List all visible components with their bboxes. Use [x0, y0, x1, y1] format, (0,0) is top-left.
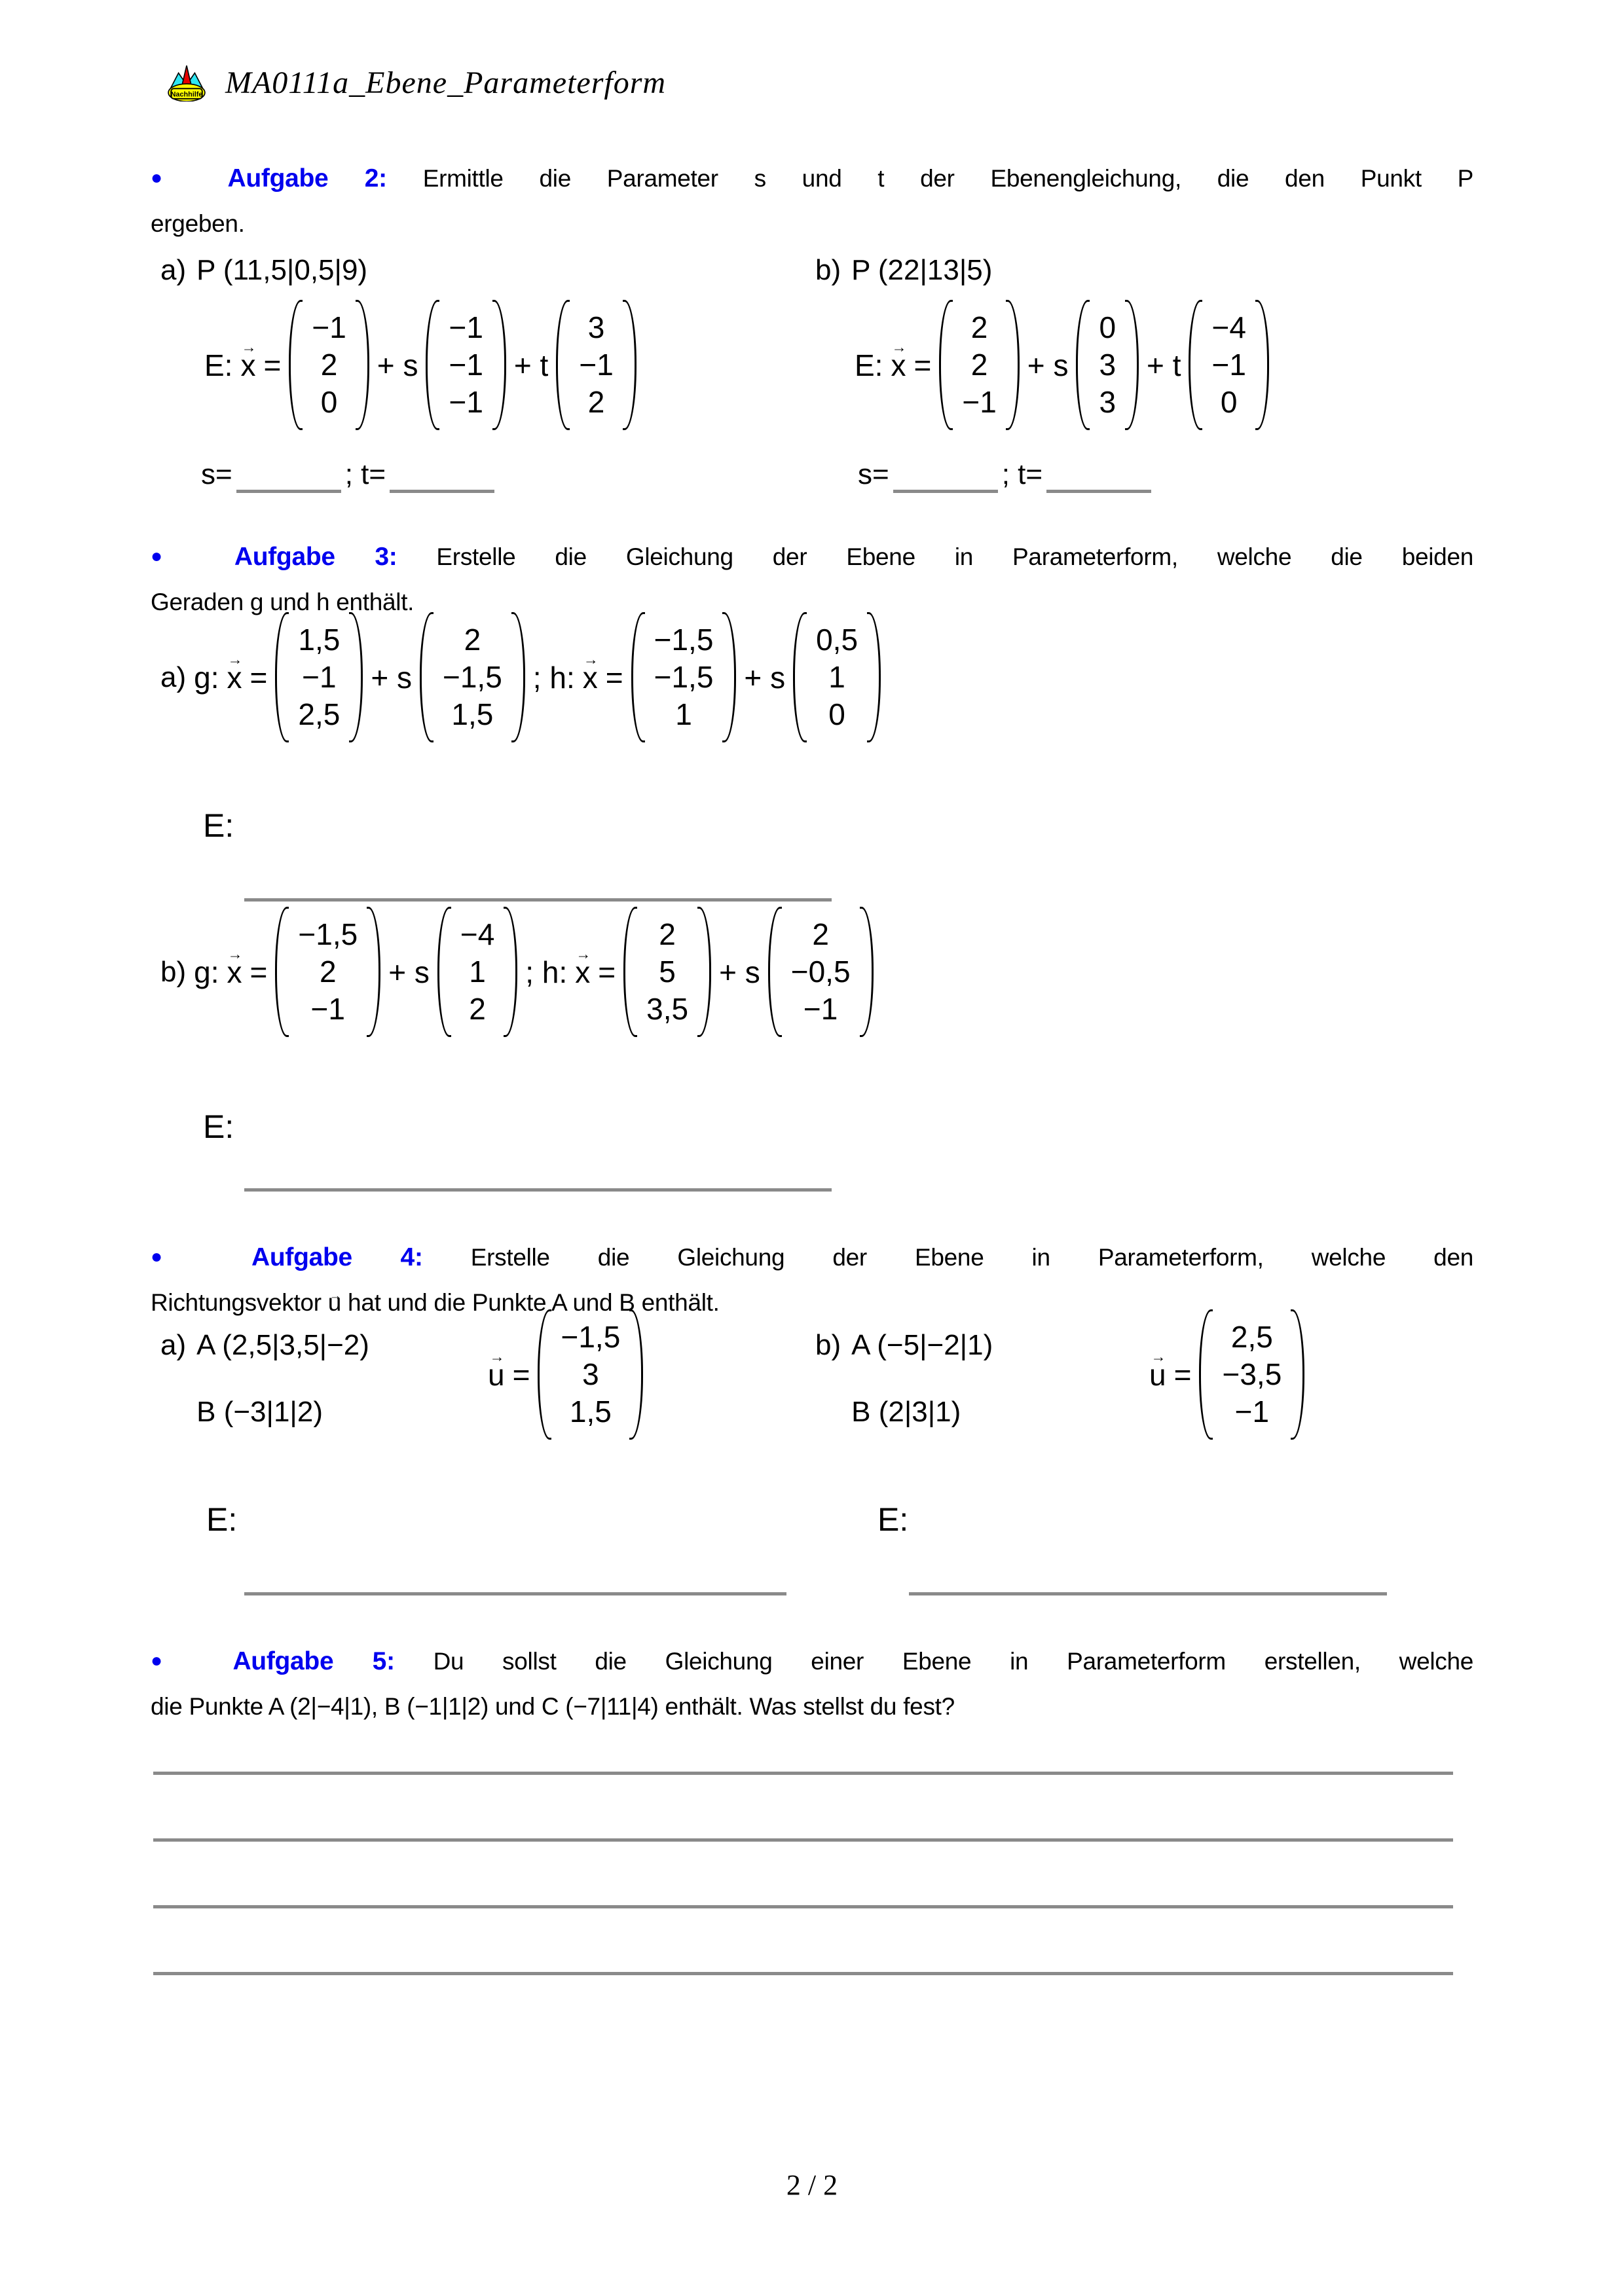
task2b-dir-t-vector: [1189, 300, 1268, 430]
task2-bullet: ●: [151, 167, 192, 189]
task3-text1: Erstelle die Gleichung der Ebene in Parameterform, welche die beiden: [436, 543, 1474, 570]
vector-component: −1: [310, 992, 345, 1026]
task2b-s-label: s=: [858, 458, 889, 490]
vector-component: −1,5: [298, 917, 358, 951]
right-paren: [349, 612, 363, 742]
task2a-vector-var: x →: [240, 348, 255, 383]
vector-component: 1,5: [298, 623, 341, 657]
vector-component: −1: [312, 310, 346, 344]
vector-component: 2: [320, 348, 338, 382]
task4-text2-post: hat und die Punkte A und B enthält.: [348, 1289, 720, 1316]
task3-heading: Aufgabe 3:: [234, 543, 397, 571]
task3b-plus-s: + s: [388, 955, 430, 989]
task2b-s-blank[interactable]: [893, 483, 998, 493]
task2b-t-label: ; t=: [1001, 458, 1043, 490]
vector-component: 1: [469, 955, 486, 989]
task2a-point-row: [160, 254, 367, 287]
left-paren: [437, 907, 451, 1037]
right-paren: [860, 907, 874, 1037]
task3a-plus-s: + s: [371, 660, 412, 695]
task4a-u-vector: [538, 1309, 643, 1440]
vector-component: 2,5: [298, 697, 341, 731]
task4-text1: Erstelle die Gleichung der Ebene in Parameterform, welche den: [470, 1244, 1474, 1271]
left-paren: [426, 300, 439, 430]
task3b-h-label: ; h:: [525, 955, 568, 989]
vector-component: 2,5: [1230, 1320, 1273, 1354]
task4a-u-vector-eq: [488, 1309, 651, 1440]
task3b-h-dir-vector: [768, 907, 874, 1037]
right-paren: [623, 300, 637, 430]
task4b-u-equals: =: [1173, 1357, 1192, 1392]
task5-answer-line-4[interactable]: [153, 1972, 1453, 1975]
task5-paragraph: [151, 1640, 1473, 1728]
task3-text-line2: Geraden g und h enthält.: [151, 589, 415, 615]
task3b-h-equals: =: [598, 955, 616, 989]
vector-component: −1: [1211, 348, 1246, 382]
task2a-label: a): [160, 254, 187, 286]
task4a-u-var: u →: [488, 1357, 505, 1393]
task4b-points: [815, 1329, 993, 1429]
task2b-dir-s-vector: [1076, 300, 1139, 430]
task3-paragraph: [151, 536, 1473, 624]
logo-label: Nachhilfe: [170, 90, 203, 99]
task4b-answer-line[interactable]: [909, 1592, 1387, 1595]
task3a-h-origin-vector: [631, 612, 737, 742]
task2b-vector-var: x →: [891, 348, 906, 383]
task3a-g-label: g:: [194, 660, 219, 695]
task2a-point: P (11,5|0,5|9): [196, 254, 368, 286]
right-paren: [356, 300, 369, 430]
left-paren: [939, 300, 953, 430]
left-paren: [1199, 1309, 1213, 1440]
task2a-s-label: s=: [201, 458, 232, 490]
task4-text2-u-var: u →: [328, 1281, 341, 1324]
task5-answer-line-2[interactable]: [153, 1838, 1453, 1842]
right-paren: [367, 907, 380, 1037]
task5-text-line2: die Punkte A (2|−4|1), B (−1|1|2) und C (−7|11|4) enthält. Was stellst du fest?: [151, 1693, 955, 1720]
task2a-dir-t-vector: [556, 300, 636, 430]
task4a-point-list: [196, 1329, 369, 1429]
vector-component: −1: [302, 660, 337, 694]
task3b-h-plus-s: + s: [719, 955, 760, 989]
task4b-u-var: u →: [1149, 1357, 1166, 1393]
vector-component: −1: [962, 385, 997, 419]
vector-component: 5: [659, 955, 676, 989]
vector-component: 3,5: [646, 992, 689, 1026]
task4b-point-b: B (2|3|1): [851, 1396, 961, 1428]
task2b-plus-s: + s: [1027, 348, 1069, 382]
task4-bullet: ●: [151, 1246, 204, 1267]
left-paren: [420, 612, 434, 742]
vector-component: 3: [1099, 385, 1116, 419]
left-paren: [1076, 300, 1090, 430]
nachhilfe-logo-icon: [166, 64, 207, 101]
task4b-label: b): [815, 1329, 841, 1361]
left-paren: [538, 1309, 551, 1440]
task3b-h-origin-vector: [623, 907, 711, 1037]
vector-component: 2: [812, 917, 829, 951]
task2b-answer-row: [858, 458, 1155, 493]
task4a-points: [160, 1329, 369, 1429]
task3b-e-label: E:: [203, 1108, 234, 1145]
task2-paragraph: [151, 157, 1473, 246]
vector-component: −1: [449, 348, 483, 382]
task3a-g-dir-vector: [420, 612, 525, 742]
task3b-label: b): [160, 955, 187, 988]
task3b-g-equals: =: [249, 955, 268, 989]
task2b-label: b): [815, 254, 841, 286]
task2a-dir-s-vector: [426, 300, 506, 430]
task3-text-line1: [151, 536, 1473, 581]
task2-heading: Aufgabe 2:: [227, 164, 387, 192]
task2b-plus-t: + t: [1147, 348, 1181, 382]
task2a-equation: [204, 300, 644, 430]
vector-component: 0: [320, 385, 338, 419]
task4-heading: Aufgabe 4:: [251, 1243, 423, 1271]
right-paren: [867, 612, 881, 742]
task3a-answer-line[interactable]: [244, 898, 832, 902]
vector-component: −3,5: [1222, 1357, 1282, 1391]
right-paren: [697, 907, 711, 1037]
left-paren: [768, 907, 782, 1037]
vector-component: 2: [970, 310, 988, 344]
right-paren: [504, 907, 517, 1037]
left-paren: [275, 612, 289, 742]
vector-component: −4: [460, 917, 495, 951]
right-paren: [629, 1309, 643, 1440]
task2b-plane-prefix: E:: [855, 348, 883, 382]
vector-component: 3: [1099, 348, 1116, 382]
vector-component: 0: [1220, 385, 1238, 419]
task5-answer-line-3[interactable]: [153, 1905, 1453, 1908]
right-paren: [1006, 300, 1020, 430]
task3b-g-label: g:: [194, 955, 219, 989]
page-header: [166, 64, 666, 101]
task2a-equals: =: [263, 348, 282, 382]
task2a-plus-t: + t: [513, 348, 549, 382]
task3a-g-vector-var: x →: [227, 660, 242, 695]
right-paren: [492, 300, 506, 430]
task3a-g-origin-vector: [275, 612, 363, 742]
vector-component: −1: [1234, 1394, 1270, 1429]
task3a-equation: [160, 612, 889, 742]
task2b-equation: [855, 300, 1277, 430]
task2a-plane-prefix: E:: [204, 348, 233, 382]
task2a-answer-row: [201, 458, 498, 493]
vector-component: 1: [828, 660, 845, 694]
task3a-label: a): [160, 661, 187, 693]
left-paren: [275, 907, 289, 1037]
left-paren: [623, 907, 637, 1037]
vector-component: 0: [1099, 310, 1116, 344]
task4a-answer-line[interactable]: [244, 1592, 786, 1595]
vector-component: 1: [675, 697, 692, 731]
vector-component: 0: [828, 697, 845, 731]
task4-text-line1: [151, 1236, 1473, 1281]
task2a-t-label: ; t=: [344, 458, 386, 490]
task4a-point-a: A (2,5|3,5|−2): [196, 1329, 369, 1361]
vector-component: 2: [464, 623, 481, 657]
vector-component: 2: [469, 992, 486, 1026]
task4b-u-vector-eq: [1149, 1309, 1312, 1440]
task4b-e-label: E:: [877, 1501, 909, 1538]
left-paren: [556, 300, 570, 430]
vector-component: 2: [587, 385, 605, 419]
task2b-origin-vector: [939, 300, 1019, 430]
task5-text-line1: [151, 1640, 1473, 1685]
left-paren: [793, 612, 807, 742]
vector-component: 1,5: [569, 1394, 612, 1429]
task2b-point-row: [815, 254, 992, 287]
task2a-t-blank[interactable]: [390, 483, 494, 493]
task2a-s-blank[interactable]: [236, 483, 341, 493]
task3-bullet: ●: [151, 545, 195, 567]
vector-component: 3: [582, 1357, 599, 1391]
task3a-h-equals: =: [605, 660, 623, 695]
task2a-origin-vector: [289, 300, 369, 430]
task2b-t-blank[interactable]: [1046, 483, 1151, 493]
task3a-h-dir-vector: [793, 612, 881, 742]
task2b-point: P (22|13|5): [851, 254, 993, 286]
task2-text-line1: [151, 157, 1473, 202]
task3b-answer-line[interactable]: [244, 1188, 832, 1192]
task2-text1: Ermittle die Parameter s und t der Ebenengleichung, die den Punkt P: [422, 165, 1474, 192]
vector-component: −1,5: [561, 1320, 621, 1354]
task4a-e-label: E:: [206, 1501, 238, 1538]
task5-text1: Du sollst die Gleichung einer Ebene in Parameterform erstellen, welche: [433, 1648, 1474, 1675]
task3a-g-equals: =: [249, 660, 268, 695]
page-number: 2 / 2: [786, 2169, 838, 2201]
left-paren: [289, 300, 303, 430]
task3a-h-label: ; h:: [532, 660, 575, 695]
task4b-point-a: A (−5|−2|1): [851, 1329, 993, 1361]
vector-component: −1: [803, 992, 838, 1026]
vector-component: −1,5: [442, 660, 502, 694]
vector-component: 3: [587, 310, 605, 344]
vector-component: 2: [659, 917, 676, 951]
right-paren: [511, 612, 525, 742]
task4a-point-b: B (−3|1|2): [196, 1396, 323, 1428]
task3b-h-vector-var: x →: [575, 955, 590, 990]
task3a-e-label: E:: [203, 807, 234, 844]
task5-heading: Aufgabe 5:: [232, 1647, 395, 1675]
vector-component: −0,5: [790, 955, 851, 989]
right-paren: [1255, 300, 1269, 430]
vector-component: −1,5: [654, 660, 714, 694]
vector-component: −1: [449, 310, 483, 344]
task2a-plus-s: + s: [377, 348, 418, 382]
task5-answer-line-1[interactable]: [153, 1772, 1453, 1775]
task3a-h-vector-var: x →: [583, 660, 598, 695]
task3b-g-vector-var: x →: [227, 955, 242, 990]
vector-component: 1,5: [451, 697, 494, 731]
vector-component: 0,5: [816, 623, 858, 657]
task3b-g-dir-vector: [437, 907, 517, 1037]
document-title: MA0111a_Ebene_Parameterform: [225, 65, 667, 100]
task3b-g-origin-vector: [275, 907, 380, 1037]
vector-component: −1,5: [654, 623, 714, 657]
task5-bullet: ●: [151, 1650, 194, 1671]
task4a-label: a): [160, 1329, 187, 1361]
task4a-u-equals: =: [512, 1357, 530, 1392]
vector-component: −4: [1211, 310, 1246, 344]
vector-component: −1: [449, 385, 483, 419]
right-paren: [722, 612, 736, 742]
vector-component: 2: [319, 955, 337, 989]
task4-text2-pre: Richtungsvektor: [151, 1289, 322, 1316]
left-paren: [631, 612, 645, 742]
task2-text-line2: ergeben.: [151, 210, 245, 237]
task3b-equation: [160, 907, 881, 1037]
task4b-u-vector: [1199, 1309, 1304, 1440]
task4b-point-list: [851, 1329, 993, 1429]
right-paren: [1291, 1309, 1304, 1440]
vector-component: 2: [970, 348, 988, 382]
task3a-h-plus-s: + s: [744, 660, 786, 695]
vector-component: −1: [579, 348, 614, 382]
left-paren: [1189, 300, 1202, 430]
task2b-equals: =: [913, 348, 932, 382]
right-paren: [1125, 300, 1139, 430]
